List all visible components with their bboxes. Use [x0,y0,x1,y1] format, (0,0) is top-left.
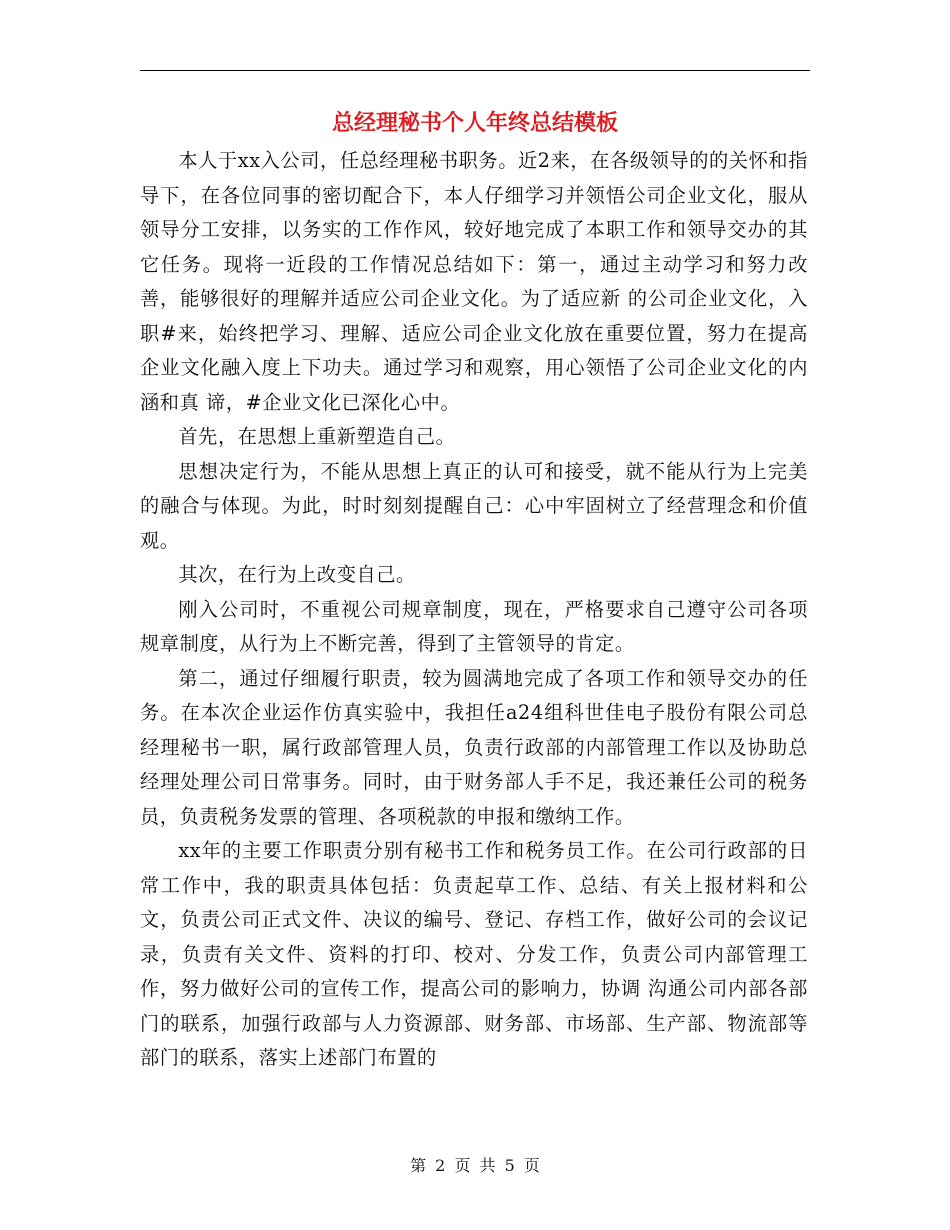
paragraph-thought: 思想决定行为，不能从思想上真正的认可和接受，就不能从行为上完美的融合与体现。为此，时时刻刻提醒自己：心中牢固树立了经营理念和价值观。 [140,459,808,552]
page-number: 第 2 页 共 5 页 [410,1156,540,1175]
paragraph-duties: 第二，通过仔细履行职责，较为圆满地完成了各项工作和领导交办的任务。在本次企业运作仿真实验中，我担任a24组科世佳电子股份有限公司总经理秘书一职，属行政部管理人员，负责行政部的内部管理工作以及协助总经理处理公司日常事务。同时，由于财务部人手不足，我还兼任公司的税务员，负责税务发票的管理、各项税款的申报和缴纳工作。 [140,666,808,828]
document-title: 总经理秘书个人年终总结模板 [331,111,618,136]
document-body [140,144,808,1076]
paragraph-intro: 本人于xx入公司，任总经理秘书职务。近2来，在各级领导的的关怀和指导下，在各位同事的密切配合下，本人仔细学习并领悟公司企业文化，服从领导分工安排，以务实的工作作风，较好地完成了本职工作和领导交办的其它任务。现将一近段的工作情况总结如下：第一，通过主动学习和努力改善，能够很好的理解并适应公司企业文化。为了适应新 的公司企业文化，入职#来，始终把学习、理解、适应公司企业文化放在重要位置，努力在提高企业文化融入度上下功夫。通过学习和观察，用心领悟了公司企业文化的内涵和真 谛，#企业文化已深化心中。 [140,149,808,414]
paragraph-responsibilities: xx年的主要工作职责分别有秘书工作和税务员工作。在公司行政部的日常工作中，我的职责具体包括：负责起草工作、总结、有关上报材料和公文，负责公司正式文件、决议的编号、登记、存档工作，做好公司的会议记录，负责有关文件、资料的打印、校对、分发工作，负责公司内部管理工作，努力做好公司的宣传工作，提高公司的影响力，协调 沟通公司内部各部门的联系，加强行政部与人力资源部、财务部、市场部、生产部、物流部等部门的联系，落实上述部门布置的 [140,839,808,1069]
paragraph-rules: 刚入公司时，不重视公司规章制度，现在，严格要求自己遵守公司各项规章制度，从行为上不断完善，得到了主管领导的肯定。 [140,597,808,655]
paragraph-first-point: 首先，在思想上重新塑造自己。 [178,425,456,448]
header-rule [140,70,810,71]
paragraph-second-point: 其次，在行为上改变自己。 [178,563,416,586]
